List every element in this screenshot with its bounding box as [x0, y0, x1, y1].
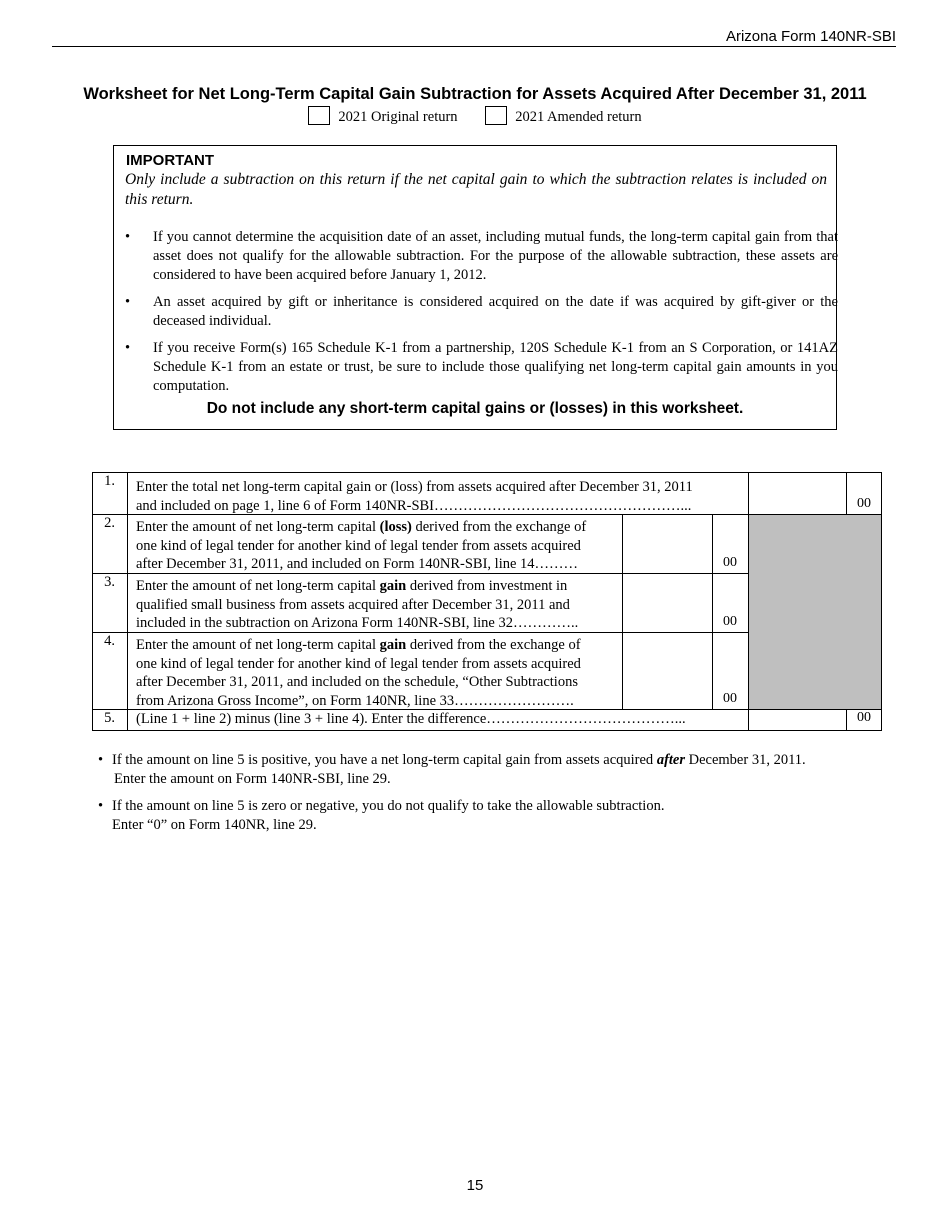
line-5-amount-field[interactable]: [749, 710, 846, 730]
line-number: 3.: [104, 574, 115, 590]
line-2-amount-field[interactable]: [623, 515, 712, 573]
instruction-note: • If the amount on line 5 is zero or negative, you do not qualify to take the allowable subtraction. Enter “0” on Form 140NR, line 29.: [98, 798, 665, 833]
line-number: 2.: [104, 515, 115, 531]
amended-return-option[interactable]: [485, 106, 641, 126]
line-4-cents: 00: [723, 691, 737, 706]
original-return-label: 2021 Original return: [338, 109, 458, 125]
bullet-icon: •: [98, 752, 104, 768]
instruction-note: • If the amount on line 5 is positive, you have a net long-term capital gain from assets acquired after December 31, 2011. Enter the amount on Form 140NR-SBI, line 29.: [98, 752, 806, 787]
line-number: 1.: [104, 473, 115, 489]
bullet-icon: •: [125, 340, 131, 356]
bullet-icon: •: [98, 798, 104, 814]
bullet-icon: •: [125, 294, 131, 310]
line-2-description: Enter the amount of net long-term capital (loss) derived from the exchange of one kind of legal tender for another kind of legal tender from assets acquired after December 31, 2011, and included on Form 140NR-SBI, line 14………: [136, 519, 587, 572]
important-box: [113, 145, 837, 430]
page-header: [52, 28, 896, 47]
bullet-text: An asset acquired by gift or inheritance is considered acquired on the date if was acquired by gift-giver or the deceased individual.: [153, 294, 838, 329]
return-type-checkboxes: [0, 106, 950, 126]
line-3-description: Enter the amount of net long-term capital gain derived from investment in qualified small business from assets acquired after December 31, 2011 and included in the subtraction on Arizona Form 140NR-SBI, line 32…………..: [136, 578, 579, 631]
bullet-text: If you receive Form(s) 165 Schedule K-1 from a partnership, 120S Schedule K-1 from an S Corporation, or 141AZ Schedule K-1 from an estate or trust, be sure to include those qualifying net long-term capital gain amounts in you computation.: [153, 340, 838, 394]
original-return-checkbox[interactable]: [308, 106, 330, 125]
important-warning: Do not include any short-term capital gains or (losses) in this worksheet.: [206, 400, 744, 417]
worksheet-title: Worksheet for Net Long-Term Capital Gain Subtraction for Assets Acquired After December 31, 2011: [83, 85, 867, 103]
line-number: 5.: [104, 710, 115, 726]
original-return-option[interactable]: [308, 106, 457, 126]
important-note: Only include a subtraction on this return if the net capital gain to which the subtraction relates is included on this return.: [125, 171, 827, 208]
amended-return-checkbox[interactable]: [485, 106, 507, 125]
worksheet-table: [92, 472, 882, 731]
line-4-description: Enter the amount of net long-term capital gain derived from the exchange of one kind of legal tender for another kind of legal tender from assets acquired after December 31, 2011, and included on the schedule, “Other Subtractions from Arizona Gross Income”, on Form 140NR, line 33…………………….: [136, 637, 581, 709]
line-4-amount-field[interactable]: [623, 633, 712, 709]
page-number: 15: [466, 1177, 484, 1194]
line-1-description: Enter the total net long-term capital gain or (loss) from assets acquired after December 31, 2011 and included on page 1, line 6 of Form 140NR-SBI……………………………………………...: [136, 479, 693, 514]
line-number: 4.: [104, 633, 115, 649]
important-heading: IMPORTANT: [126, 152, 215, 169]
line-1-amount-field[interactable]: [749, 473, 846, 514]
line-5-cents: 00: [857, 710, 871, 725]
form-id: Arizona Form 140NR-SBI: [725, 28, 896, 45]
amended-return-label: 2021 Amended return: [515, 109, 642, 125]
line-3-amount-field[interactable]: [623, 574, 712, 632]
line-1-cents: 00: [857, 496, 871, 511]
line-3-cents: 00: [723, 614, 737, 629]
line-5-description: (Line 1 + line 2) minus (line 3 + line 4). Enter the difference…………………………………...: [136, 711, 686, 727]
line-2-cents: 00: [723, 555, 737, 570]
bullet-text: If you cannot determine the acquisition date of an asset, including mutual funds, the long-term capital gain from that asset does not qualify for the allowable subtraction. For the purpose of the allowable subtraction, these assets are considered to have been acquired before January 1, 2012.: [153, 229, 838, 283]
bullet-icon: •: [125, 229, 131, 245]
shaded-cell: [748, 514, 882, 709]
